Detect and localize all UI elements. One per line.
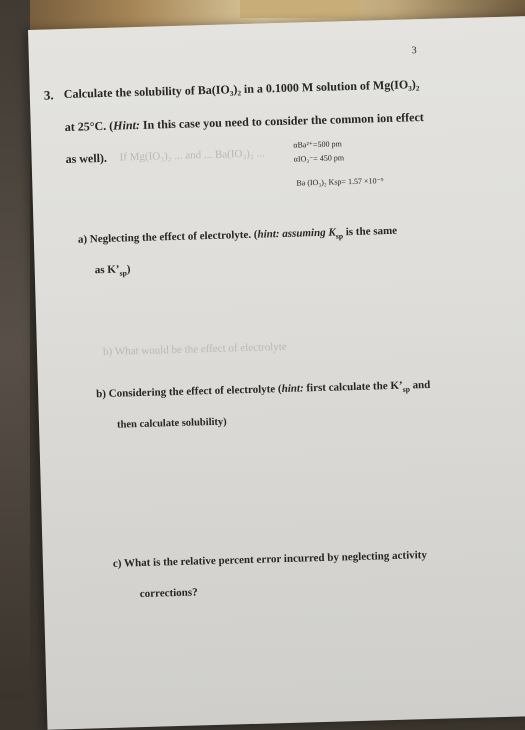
- background-left-shadow: [0, 0, 30, 700]
- faint-show-through-text: If Mg(IO₃)₂ ... and ... Ba(IO₃)₂ ...: [119, 147, 265, 164]
- part-b-label: b): [96, 387, 107, 401]
- part-b-line-2: then calculate solubility): [116, 416, 227, 431]
- question-line-2-end: In this case you need to consider the common ion effect: [139, 109, 425, 132]
- paper-sheet: [28, 15, 525, 729]
- part-c-line-2: corrections?: [139, 586, 198, 601]
- question-number: 3.: [43, 87, 54, 103]
- faint-show-through-text-b: b) What would be the effect of electrolyte: [102, 340, 287, 359]
- question-line-3: as well).: [65, 150, 108, 166]
- ksp-value: Ba (IO₃)₂ Ksp= 1.57 ×10⁻⁹: [296, 176, 384, 188]
- part-c-line-1: c) What is the relative percent error incurred by neglecting activity: [112, 549, 428, 570]
- background-shelf: [240, 0, 360, 18]
- part-a-line-2: as $K’_{sp}$): [94, 263, 131, 278]
- question-line-1: Calculate the solubility of Ba(IO₃)₂ in a 0.1000 M solution of Mg(IO₃)₂: [63, 77, 420, 102]
- part-c-label: c): [112, 557, 122, 570]
- part-a-line-1: a) Neglecting the effect of electrolyte. (hint: assuming $K_{sp}$ is the same: [77, 224, 398, 246]
- question-line-2: [65, 110, 425, 135]
- page-number: 3: [411, 45, 417, 57]
- alpha-io3-value: αIO₃⁻= 450 pm: [293, 153, 345, 164]
- part-b-line-1: b) Considering the effect of electrolyte (hint: first calculate the $K’_{sp}$ and: [96, 378, 431, 401]
- alpha-ba-value: αBa²⁺=500 pm: [293, 139, 342, 150]
- part-a-label: a): [77, 233, 88, 246]
- hint-label: Hint:: [112, 117, 141, 133]
- question-line-2-start: at 25°C. (: [64, 118, 114, 135]
